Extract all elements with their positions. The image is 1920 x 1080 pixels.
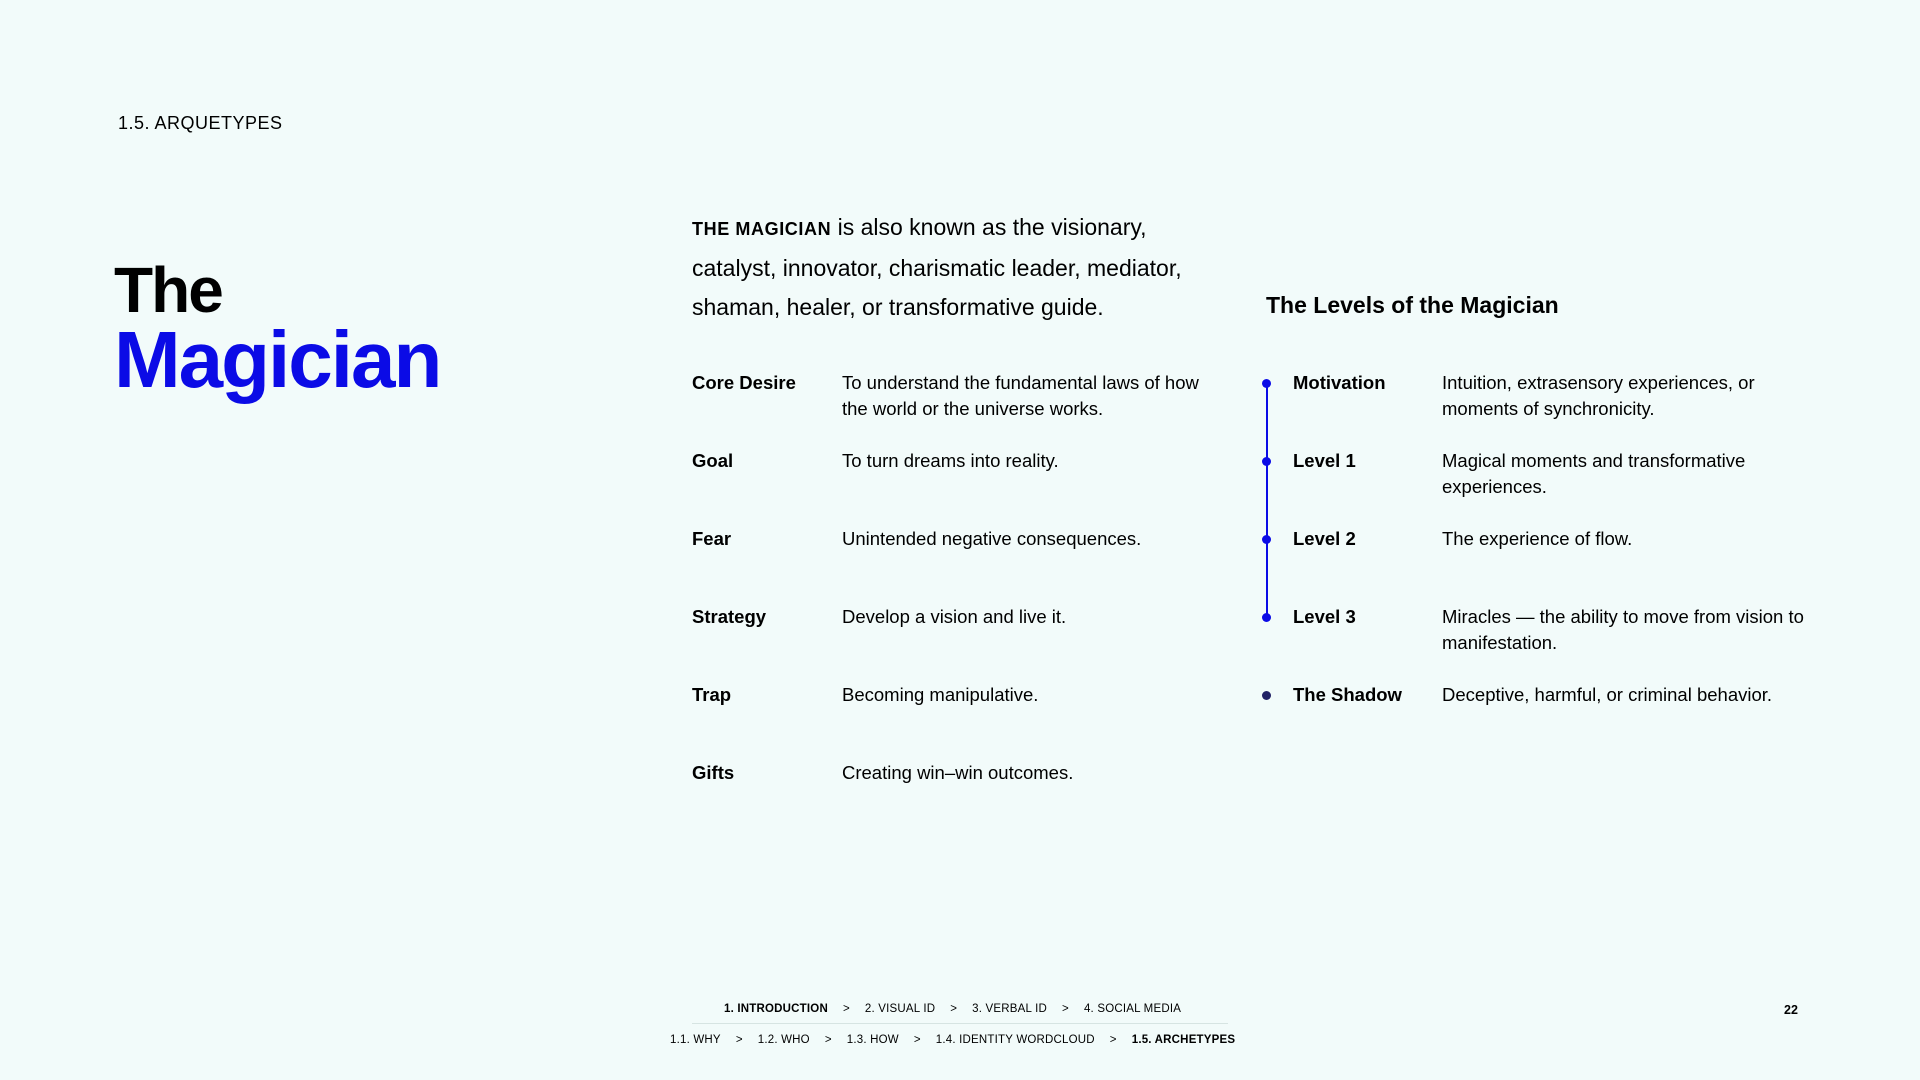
nav-separator: > <box>1062 1003 1069 1015</box>
level-value: Intuition, extrasensory experiences, or moments of synchronicity. <box>1442 372 1755 419</box>
page-number: 22 <box>1784 1003 1798 1017</box>
timeline-dot-icon <box>1262 379 1271 388</box>
attribute-label: Trap <box>692 684 732 705</box>
attribute-value: To understand the fundamental laws of how the world or the universe works. <box>842 372 1199 419</box>
attribute-label: Strategy <box>692 606 767 627</box>
attribute-value: Develop a vision and live it. <box>842 606 1067 627</box>
levels-title: The Levels of the Magician <box>1266 292 1559 318</box>
nav-separator: > <box>1109 1034 1117 1046</box>
attribute-value: Creating win–win outcomes. <box>842 762 1074 783</box>
attribute-label: Core Desire <box>692 372 796 393</box>
timeline-dot-icon <box>1262 535 1271 544</box>
nav-separator: > <box>913 1034 921 1046</box>
level-label: Level 1 <box>1293 450 1356 471</box>
attribute-label: Fear <box>692 528 732 549</box>
nav-link-how[interactable]: 1.3. HOW <box>846 1034 899 1046</box>
levels-timeline-line <box>1266 384 1268 618</box>
attribute-label: Gifts <box>692 762 735 783</box>
level-value: Deceptive, harmful, or criminal behavior. <box>1442 684 1773 705</box>
level-value: The experience of flow. <box>1442 528 1633 549</box>
nav-separator: > <box>842 1003 850 1015</box>
secondary-nav <box>670 1034 1235 1046</box>
level-value: Magical moments and transformative experiences. <box>1442 450 1746 497</box>
level-label: Level 2 <box>1293 528 1356 549</box>
nav-link-visual-id[interactable]: 2. VISUAL ID <box>864 1003 936 1015</box>
level-label: Motivation <box>1293 372 1386 393</box>
primary-nav <box>724 1003 1181 1015</box>
nav-divider <box>692 1023 1228 1024</box>
nav-link-social-media[interactable]: 4. SOCIAL MEDIA <box>1083 1003 1182 1015</box>
attribute-label: Goal <box>692 450 734 471</box>
nav-link-who[interactable]: 1.2. WHO <box>757 1034 810 1046</box>
timeline-dot-icon <box>1262 613 1271 622</box>
attribute-value: Unintended negative consequences. <box>842 528 1142 549</box>
level-label: Level 3 <box>1293 606 1356 627</box>
level-value: Miracles — the ability to move from vision to manifestation. <box>1442 606 1804 653</box>
timeline-dot-icon <box>1262 691 1271 700</box>
section-label: 1.5. ARQUETYPES <box>118 113 283 133</box>
nav-link-identity-wordcloud[interactable]: 1.4. IDENTITY WORDCLOUD <box>935 1034 1095 1046</box>
nav-separator: > <box>950 1003 958 1015</box>
intro-paragraph <box>692 208 1232 327</box>
page-title-line2: Magician <box>114 315 441 404</box>
level-label: The Shadow <box>1293 684 1402 705</box>
intro-strong: THE MAGICIAN <box>692 219 832 239</box>
attribute-value: Becoming manipulative. <box>842 684 1039 705</box>
nav-link-introduction[interactable]: 1. INTRODUCTION <box>724 1003 828 1015</box>
nav-link-archetypes[interactable]: 1.5. ARCHETYPES <box>1131 1034 1236 1046</box>
nav-link-why[interactable]: 1.1. WHY <box>670 1034 721 1046</box>
intro-text: is also known as the visionary, catalyst, innovator, charismatic leader, mediator, shaman, healer, or transformative guide. <box>692 214 1182 320</box>
nav-separator: > <box>735 1034 743 1046</box>
attribute-value: To turn dreams into reality. <box>842 450 1059 471</box>
page-title-line1: The <box>114 254 222 326</box>
nav-link-verbal-id[interactable]: 3. VERBAL ID <box>972 1003 1048 1015</box>
timeline-dot-icon <box>1262 457 1271 466</box>
nav-separator: > <box>824 1034 832 1046</box>
